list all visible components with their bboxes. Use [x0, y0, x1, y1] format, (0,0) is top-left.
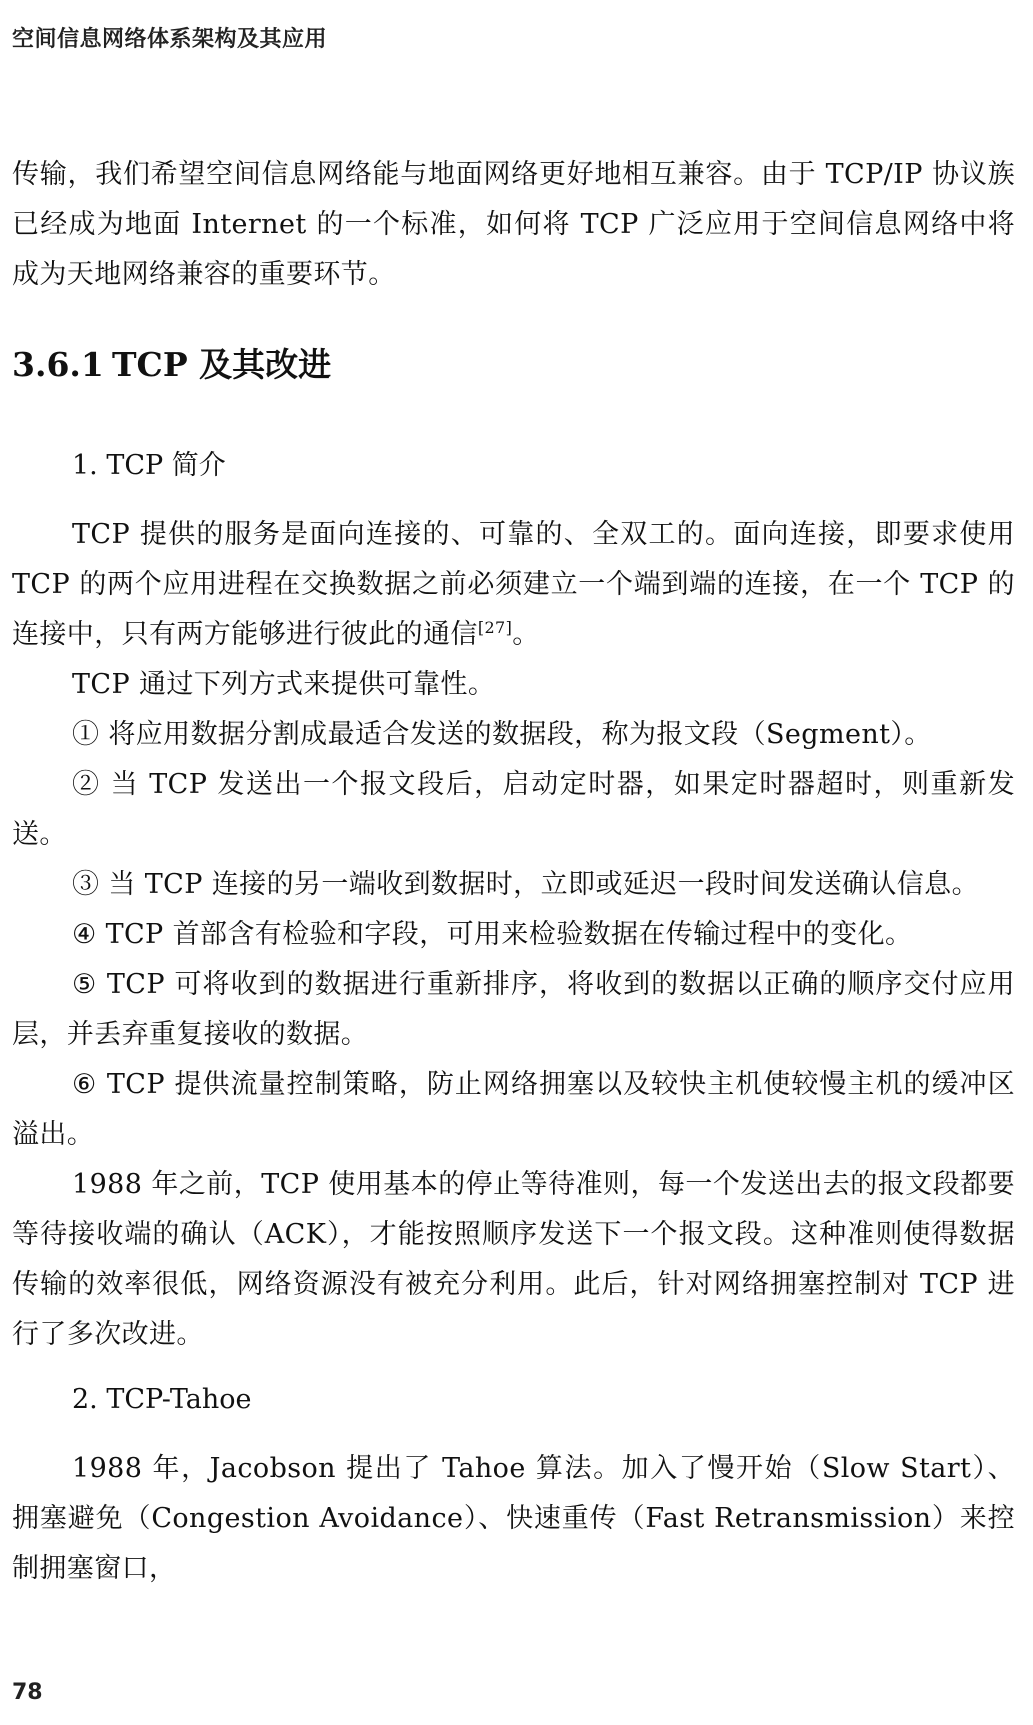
paragraph-end: 。 — [512, 619, 540, 650]
body-paragraph — [12, 510, 1015, 660]
list-item: ⑥ TCP 提供流量控制策略，防止网络拥塞以及较快主机使较慢主机的缓冲区溢出。 — [12, 1069, 1015, 1150]
subsection-heading-2: 2. TCP-Tahoe — [72, 1384, 252, 1415]
list-item: ① 将应用数据分割成最适合发送的数据段，称为报文段（Segment）。 — [72, 719, 932, 750]
paragraph-text: TCP 提供的服务是面向连接的、可靠的、全双工的。面向连接，即要求使用 TCP 的两个应用进程在交换数据之前必须建立一个端到端的连接，在一个 TCP 的连接中，只有两方能够进行彼此的通信 — [12, 519, 1015, 650]
section-title: TCP 及其改进 — [112, 345, 332, 384]
list-item: ④ TCP 首部含有检验和字段，可用来检验数据在传输过程中的变化。 — [72, 919, 913, 950]
citation-reference: [27] — [477, 618, 513, 637]
subsection-heading-1: 1. TCP 简介 — [72, 450, 226, 481]
list-item: ② 当 TCP 发送出一个报文段后，启动定时器，如果定时器超时，则重新发送。 — [12, 769, 1015, 850]
body-paragraph: TCP 通过下列方式来提供可靠性。 — [72, 669, 496, 700]
list-item: ③ 当 TCP 连接的另一端收到数据时，立即或延迟一段时间发送确认信息。 — [72, 869, 979, 900]
section-number: 3.6.1 — [12, 345, 104, 384]
running-header: 空间信息网络体系架构及其应用 — [12, 27, 328, 52]
intro-paragraph: 传输，我们希望空间信息网络能与地面网络更好地相互兼容。由于 TCP/IP 协议族已经成为地面 Internet 的一个标准，如何将 TCP 广泛应用于空间信息网络中将成为天地网络兼容的重要环节。 — [12, 159, 1015, 290]
list-item: ⑤ TCP 可将收到的数据进行重新排序，将收到的数据以正确的顺序交付应用层，并丢弃重复接收的数据。 — [12, 969, 1015, 1050]
body-paragraph: 1988 年，Jacobson 提出了 Tahoe 算法。加入了慢开始（Slow Start）、拥塞避免（Congestion Avoidance）、快速重传（Fast Retransmission）来控制拥塞窗口， — [12, 1453, 1015, 1584]
page-number: 78 — [12, 1680, 43, 1705]
section-heading — [12, 340, 1015, 390]
page-body — [12, 150, 1015, 1594]
body-paragraph: 1988 年之前，TCP 使用基本的停止等待准则，每一个发送出去的报文段都要等待接收端的确认（ACK），才能按照顺序发送下一个报文段。这种准则使得数据传输的效率很低，网络资源没有被充分利用。此后，针对网络拥塞控制对 TCP 进行了多次改进。 — [12, 1169, 1015, 1350]
